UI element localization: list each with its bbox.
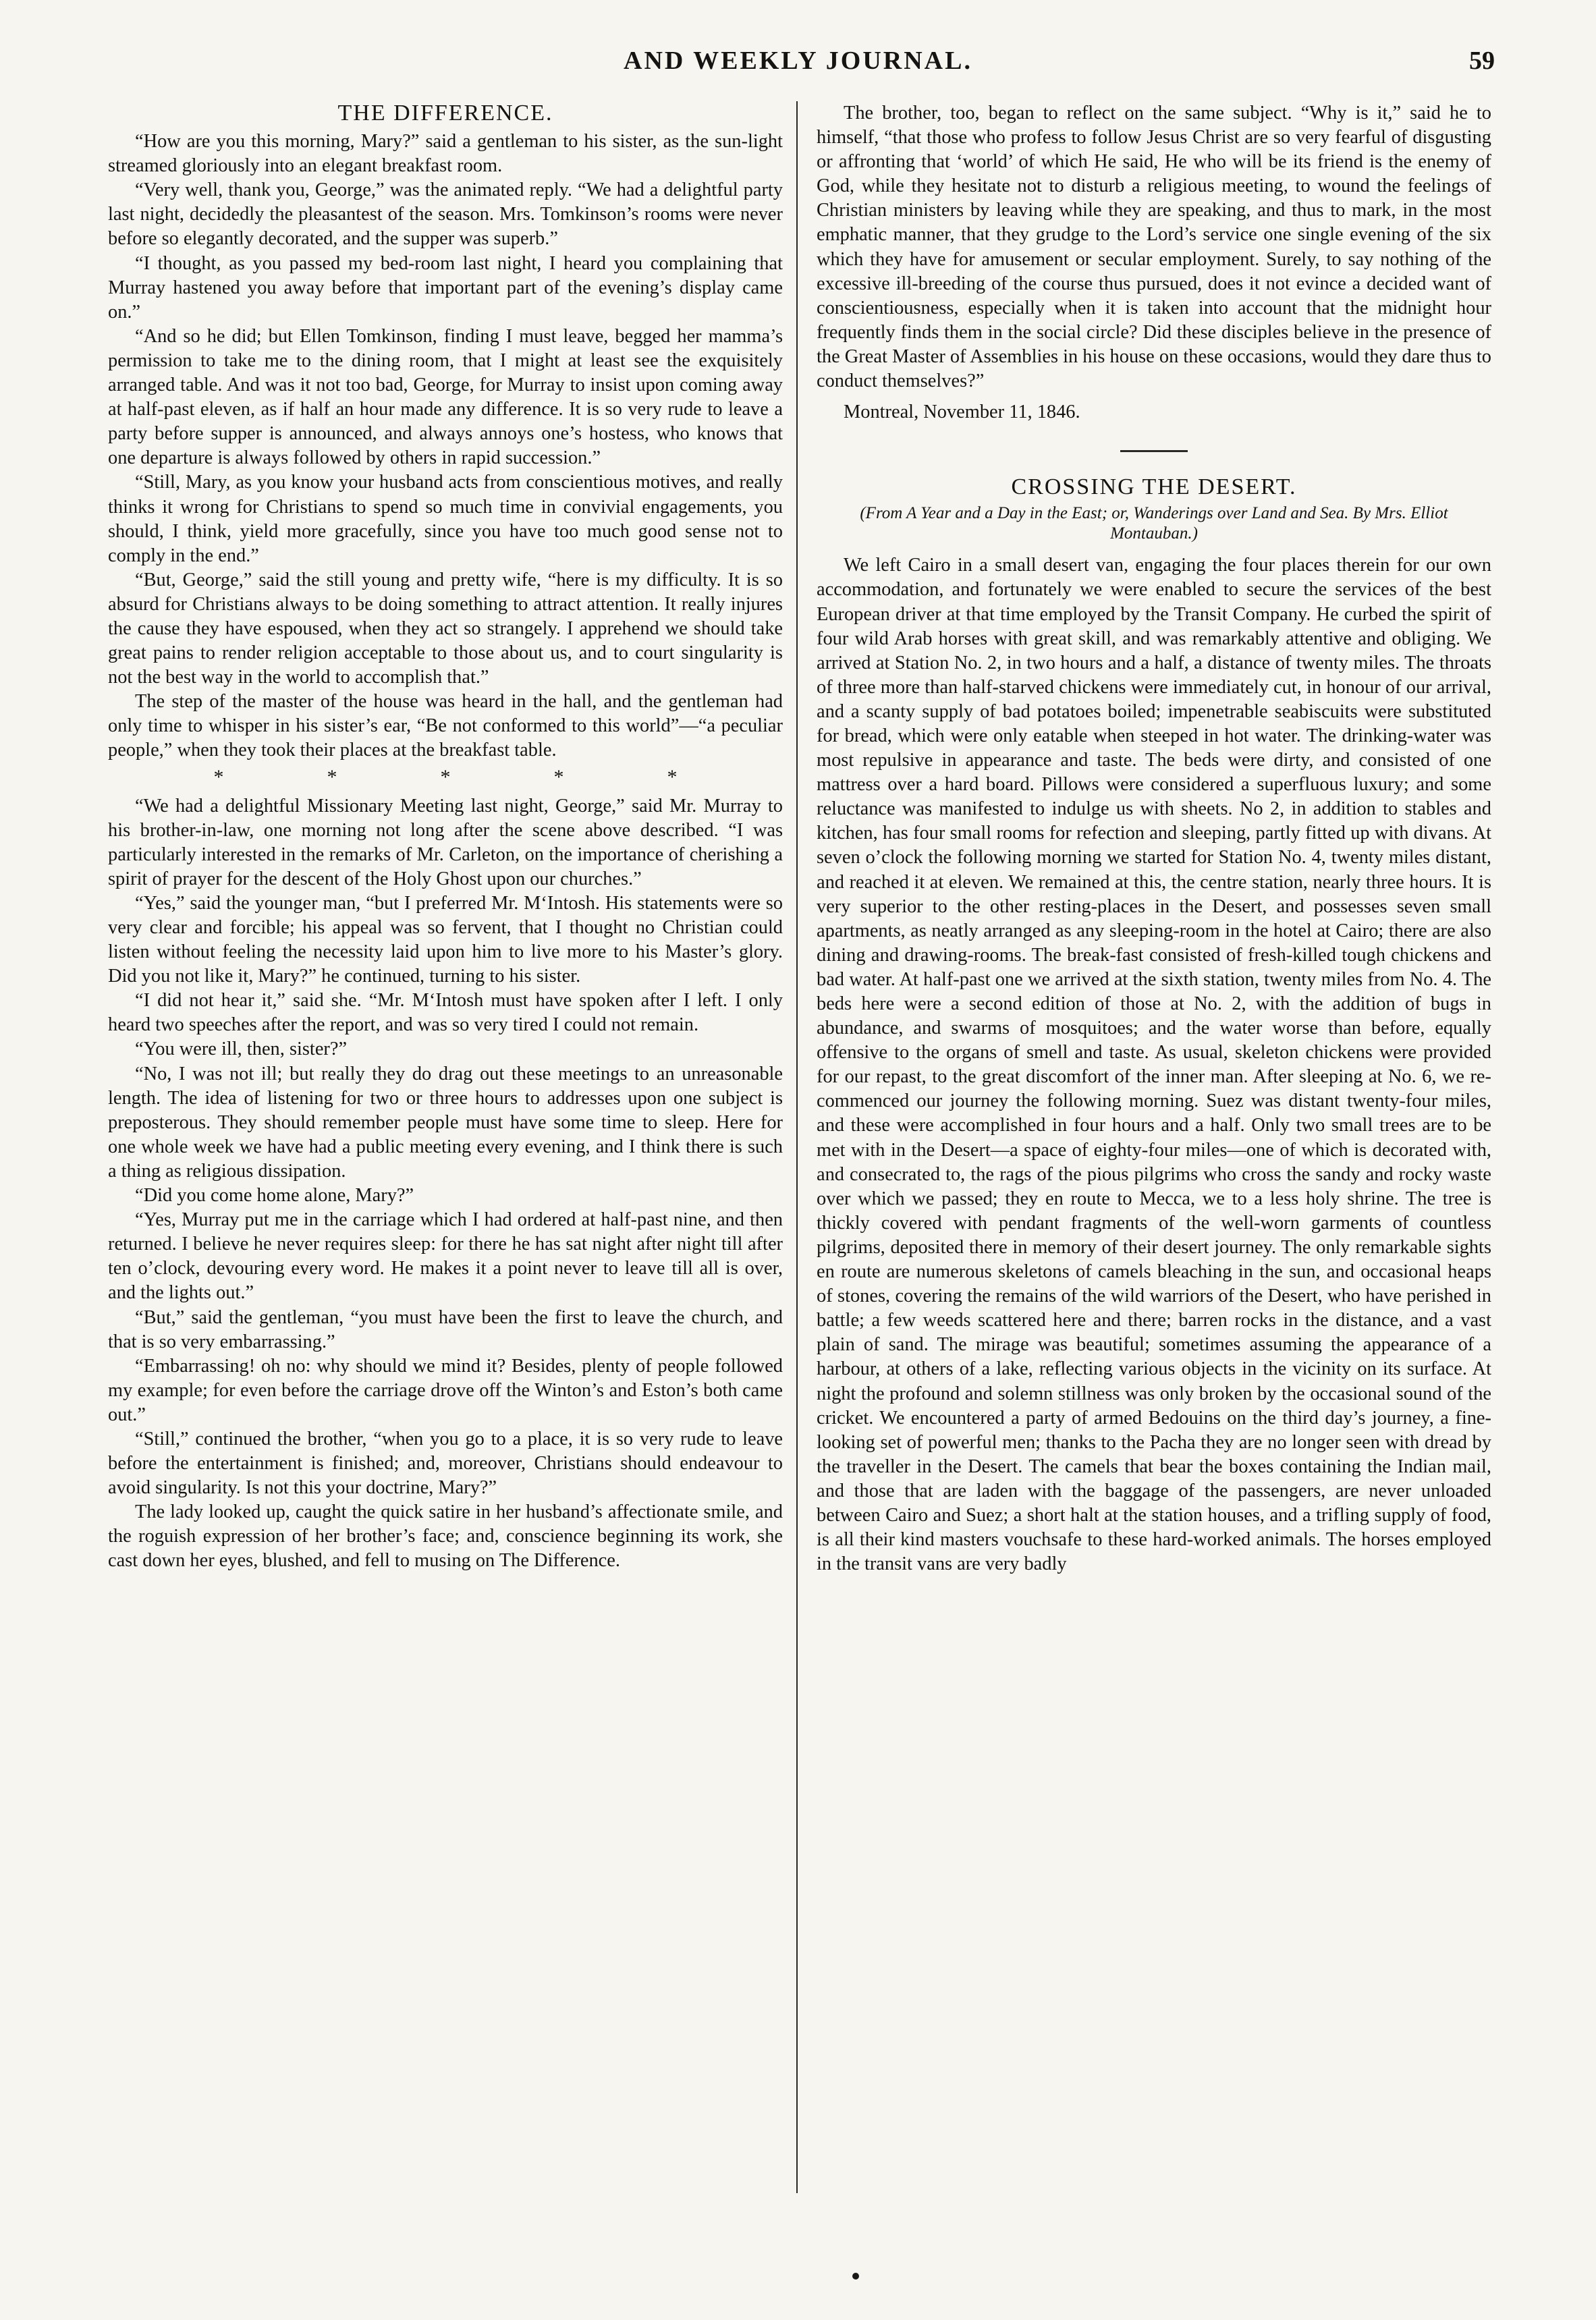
paragraph: We left Cairo in a small desert van, engaging the four places therein for our own accommodation, and fortunately we were enabled to secure the services of the best European driver at that time employed by the Transit Company. He curbed the spirit of four wild Arab horses with great skill, and was remarkably attentive and obliging. We arrived at Station No. 2, in two hours and a half, a distance of twenty miles. The throats of three more than half-starved chickens were immediately cut, in honour of our arrival, and a scanty supply of bad potatoes boiled; impenetrable seabiscuits were substituted for bread, which were only eatable when steeped in hot water. The drinking-water was most repulsive in appearance and taste. The beds were dirty, and consisted of one mattress over a hard board. Pillows were considered a superfluous luxury; and some reluctance was manifested to indulge us with sheets. No 2, in addition to stables and kitchen, has four small rooms for refection and sleeping, partly fitted up with divans. At seven o’clock the following morning we started for Station No. 4, twenty miles distant, and reached it at eleven. We remained at this, the centre station, nearly three hours. It is very superior to the other resting-places in the Desert, and possesses seven small apartments, as neatly arranged as any sleeping-room in the hotel at Cairo; there are also dining and drawing-rooms. The break-fast consisted of fresh-killed tough chickens and bad water. At half-past one we arrived at the sixth station, twenty miles from No. 4. The beds here were a second edition of those at No. 2, with the addition of bugs in abundance, and swarms of mosquitoes; and the water worse than before, equally offensive to the organs of smell and taste. As usual, skeleton chickens were provided for our repast, to the great discomfort of the inner man. After sleeping at No. 6, we re-commenced our journey the following morning. Suez was distant twenty-four miles, and these were accomplished in four hours and a half. Only two small trees are to be met with in the Desert—a space of eighty-four miles—one of which is decorated with, and consecrated to, the rags of the pious pilgrims who cross the sandy and rocky waste over which we passed; they en route to Mecca, we to a less holy shrine. The tree is thickly covered with pendant fragments of the well-worn garments of countless pilgrims, deposited there in memory of their desert journey. The only remarkable sights en route are numerous skeletons of camels bleaching in the sun, and occasional heaps of stones, covering the remains of the wild warriors of the Desert, who have perished in battle; a few weeds scattered here and there; barren rocks in the distance, and a vast plain of sand. The mirage was beautiful; sometimes assuming the appearance of a harbour, at others of a lake, reflecting various objects in the vicinity on its surface. At night the profound and solemn stillness was only broken by the occasional sound of the cricket. We encountered a party of armed Bedouins on the third day’s journey, a fine-looking set of powerful men; thanks to the Pacha they are no longer seen with dread by the traveller in the Desert. The camels that bear the boxes containing the Indian mail, and those that are laden with the baggage of the passengers, are never unloaded between Cairo and Suez; a short halt at the station houses, and a trifling supply of food, is all their kind masters vouchsafe to these hard-worked animals. The horses employed in the transit vans are very badly bbox=[817, 555, 1491, 1575]
paragraph: “You were ill, then, sister?” bbox=[135, 1039, 348, 1060]
article-title-desert: CROSSING THE DESERT. bbox=[1011, 474, 1297, 500]
paragraph: “Yes,” said the younger man, “but I preferred Mr. M‘Intosh. His statements were so very clear and forcible; his appeal was so fervent, that I thought no Christian could listen without feeling the necessity laid upon him to live more to his Master’s glory. Did you not like it, Mary?” he continued, turning to his sister. bbox=[108, 892, 783, 987]
paragraph: “Yes, Murray put me in the carriage which I had ordered at half-past nine, and then returned. I believe he never requires sleep: for there he has sat night after night till after ten o’clock, devouring every word. He makes it a point never to leave till all is over, and the lights out.” bbox=[108, 1209, 783, 1304]
left-column bbox=[108, 101, 783, 1574]
star-ornament: * bbox=[553, 765, 564, 788]
star-ornament: * bbox=[667, 765, 678, 788]
star-ornament: * bbox=[327, 765, 337, 788]
paragraph: “Embarrassing! oh no: why should we mind it? Besides, plenty of people followed my example; for even before the carriage drove off the Winton’s and Eston’s both came out.” bbox=[108, 1355, 783, 1425]
paragraph: “But, George,” said the still young and pretty wife, “here is my difficulty. It is so absurd for Christians always to be doing something to attract attention. It really injures the cause they have espoused, when they act so strangely. I apprehend we should take great pains to render religion acceptable to those about us, and to court singularity is not the best way in the world to accomplish that.” bbox=[108, 569, 783, 688]
dateline-signoff: Montreal, November 11, 1846. bbox=[844, 402, 1080, 423]
paragraph: “No, I was not ill; but really they do drag out these meetings to an unreasonable length. The idea of listening for two or three hours to addresses upon one subject is preposterous. They should remember people must have some time to sleep. Here for one whole week we have had a public meeting every evening, and I think there is such a thing as religious dissipation. bbox=[108, 1063, 783, 1182]
paragraph: “But,” said the gentleman, “you must have been the first to leave the church, and that is so very embarrassing.” bbox=[108, 1306, 783, 1352]
paragraph: “I did not hear it,” said she. “Mr. M‘Intosh must have spoken after I left. I only heard two speeches after the report, and was so very tired I could not remain. bbox=[108, 990, 783, 1036]
star-ornament: * bbox=[440, 765, 451, 788]
paragraph: The lady looked up, caught the quick satire in her husband’s affectionate smile, and the roguish expression of her brother’s face; and, conscience beginning its work, she cast down her eyes, blushed, and fell to musing on The Difference. bbox=[108, 1501, 783, 1572]
page-number: 59 bbox=[1469, 47, 1495, 75]
right-column bbox=[817, 101, 1491, 1576]
paragraph: “I thought, as you passed my bed-room last night, I heard you complaining that Murray hastened you away before that important part of the evening’s display came on.” bbox=[108, 252, 783, 323]
paragraph: “Did you come home alone, Mary?” bbox=[135, 1185, 414, 1207]
section-break-stars bbox=[108, 763, 783, 794]
running-title: AND WEEKLY JOURNAL. bbox=[624, 47, 972, 75]
paragraph: The step of the master of the house was heard in the hall, and the gentleman had only time to whisper in his sister’s ear, “Be not conformed to this world”—“a peculiar people,” when they took their places at the breakfast table. bbox=[108, 691, 783, 761]
column-rule bbox=[796, 101, 798, 2193]
paragraph: “How are you this morning, Mary?” said a gentleman to his sister, as the sun-light streamed gloriously into an elegant breakfast room. bbox=[108, 131, 783, 177]
printer-mark bbox=[852, 2273, 859, 2280]
paragraph-continued: The brother, too, began to reflect on the same subject. “Why is it,” said he to himself, “that those who profess to follow Jesus Christ are so very fearful of disgusting or affronting that ‘world’ of which He said, He who will be its friend is the enemy of God, while they hesitate not to disturb a religious meeting, to wound the feelings of Christian ministers by leaving while they are speaking, and thus to mark, in the most emphatic manner, that they grudge to the Lord’s service one single evening of the six which they have for amusement or secular employment. Surely, to say nothing of the excessive ill-breeding of the course thus pursued, does it not evince a decided want of conscientiousness, especially when it is taken into account that the midnight hour frequently finds them in the social circle? Did these disciples believe in the presence of the Great Master of Assemblies in his house on these occasions, would they dare thus to conduct themselves?” bbox=[817, 103, 1491, 392]
article-divider bbox=[1120, 450, 1188, 452]
article-title-difference: THE DIFFERENCE. bbox=[337, 101, 553, 126]
paragraph: “Still,” continued the brother, “when you go to a place, it is so very rude to leave before the entertainment is finished; and, moreover, Christians should endeavour to avoid singularity. Is not this your doctrine, Mary?” bbox=[108, 1428, 783, 1499]
paragraph: “We had a delightful Missionary Meeting last night, George,” said Mr. Murray to his brother-in-law, one morning not long after the scene above described. “I was particularly interested in the remarks of Mr. Carleton, on the importance of cherishing a spirit of prayer for the descent of the Holy Ghost upon our churches.” bbox=[108, 795, 783, 889]
paragraph: “Very well, thank you, George,” was the animated reply. “We had a delightful party last night, decidedly the pleasantest of the season. Mrs. Tomkinson’s rooms were never before so elegantly decorated, and the supper was superb.” bbox=[108, 179, 783, 250]
star-ornament: * bbox=[213, 765, 224, 788]
article-source: (From A Year and a Day in the East; or, Wanderings over Land and Sea. By Mrs. Elliot Montauban.) bbox=[860, 504, 1448, 543]
paragraph: “Still, Mary, as you know your husband acts from conscientious motives, and really thinks it wrong for Christians to spend so much time in convivial engagements, you should, I think, yield more gracefully, since you have too much good sense not to comply in the end.” bbox=[108, 472, 783, 566]
paragraph: “And so he did; but Ellen Tomkinson, finding I must leave, begged her mamma’s permission to take me to the dining room, that I might at least see the exquisitely arranged table. And was it not too bad, George, for Murray to insist upon coming away at half-past eleven, as if half an hour made any difference. It is so very rude to leave a party before supper is announced, and always annoys one’s hostess, who knows that one departure is always followed by others in rapid succession.” bbox=[108, 325, 783, 469]
